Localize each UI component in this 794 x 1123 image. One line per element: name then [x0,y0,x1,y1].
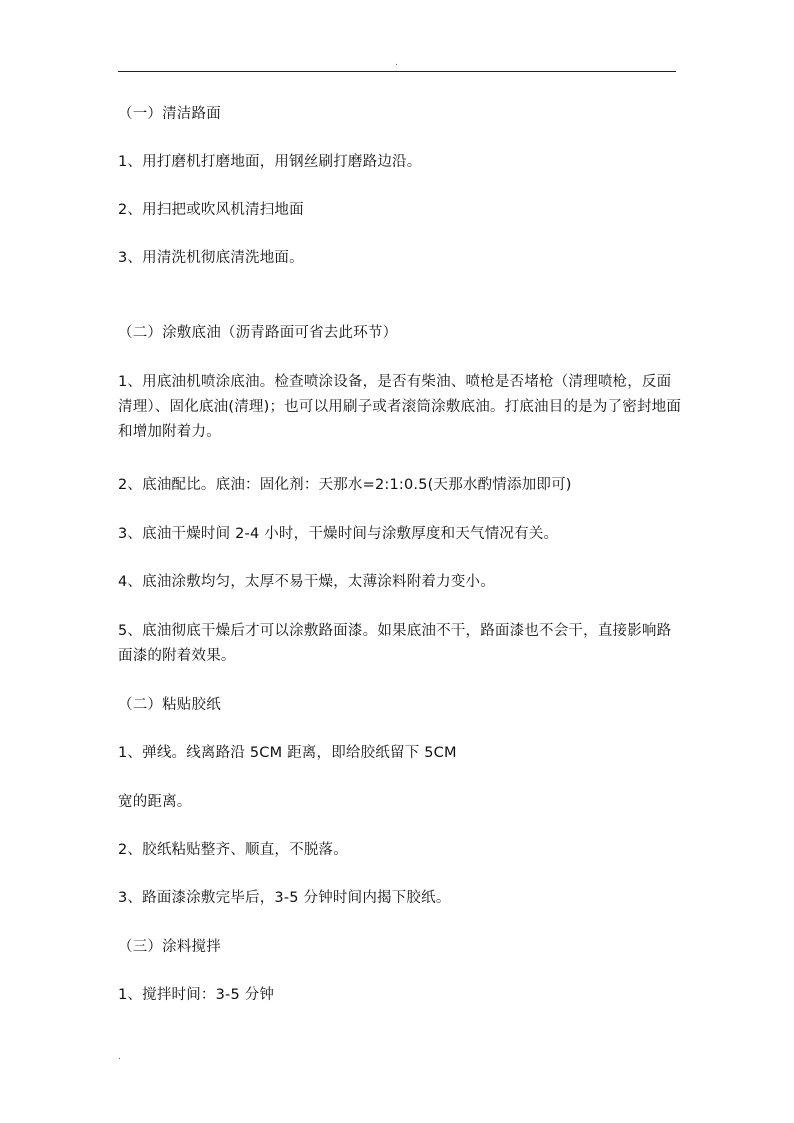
paragraph: 2、底油配比。底油：固化剂：天那水=2:1:0.5(天那水酌情添加即可) [118,477,572,493]
paragraph: 1、搅拌时间：3-5 分钟 [118,987,275,1003]
paragraph: 宽的距离。 [118,794,192,810]
paragraph: 1、弹线。线离路沿 5CM 距离，即给胶纸留下 5CM [118,745,457,761]
paragraph: 2、用扫把或吹风机清扫地面 [118,202,304,218]
section-heading-primer: （二）涂敷底油（沥青路面可省去此环节） [118,325,398,341]
paragraph: 3、底油干燥时间 2-4 小时，干燥时间与涂敷厚度和天气情况有关。 [118,526,559,542]
paragraph: 4、底油涂敷均匀，太厚不易干燥，太薄涂料附着力变小。 [118,574,495,590]
section-heading-cleaning: （一）清洁路面 [118,106,221,122]
footer-mark: . [118,1052,121,1062]
paragraph: 2、胶纸粘贴整齐、顺直，不脱落。 [118,842,348,858]
section-heading-mixing: （三）涂料搅拌 [118,939,221,955]
paragraph: 5、底油彻底干燥后才可以涂敷路面漆。如果底油不干，路面漆也不会干，直接影响路面漆的附着效果。 [118,623,672,664]
paragraph: 3、用清洗机彻底清洗地面。 [118,250,304,266]
header-rule [118,71,676,72]
section-heading-tape: （二）粘贴胶纸 [118,697,221,713]
paragraph: 3、路面漆涂敷完毕后，3-5 分钟时间内揭下胶纸。 [118,890,451,906]
paragraph: 1、用底油机喷涂底油。检查喷涂设备，是否有柴油、喷枪是否堵枪（清理喷枪，反面清理）、固化底油(清理)；也可以用刷子或者滚筒涂敷底油。打底油目的是为了密封地面和增加附着力。 [118,374,682,440]
paragraph: 1、用打磨机打磨地面，用钢丝刷打磨路边沿。 [118,154,422,170]
header-mark: . [395,58,398,68]
